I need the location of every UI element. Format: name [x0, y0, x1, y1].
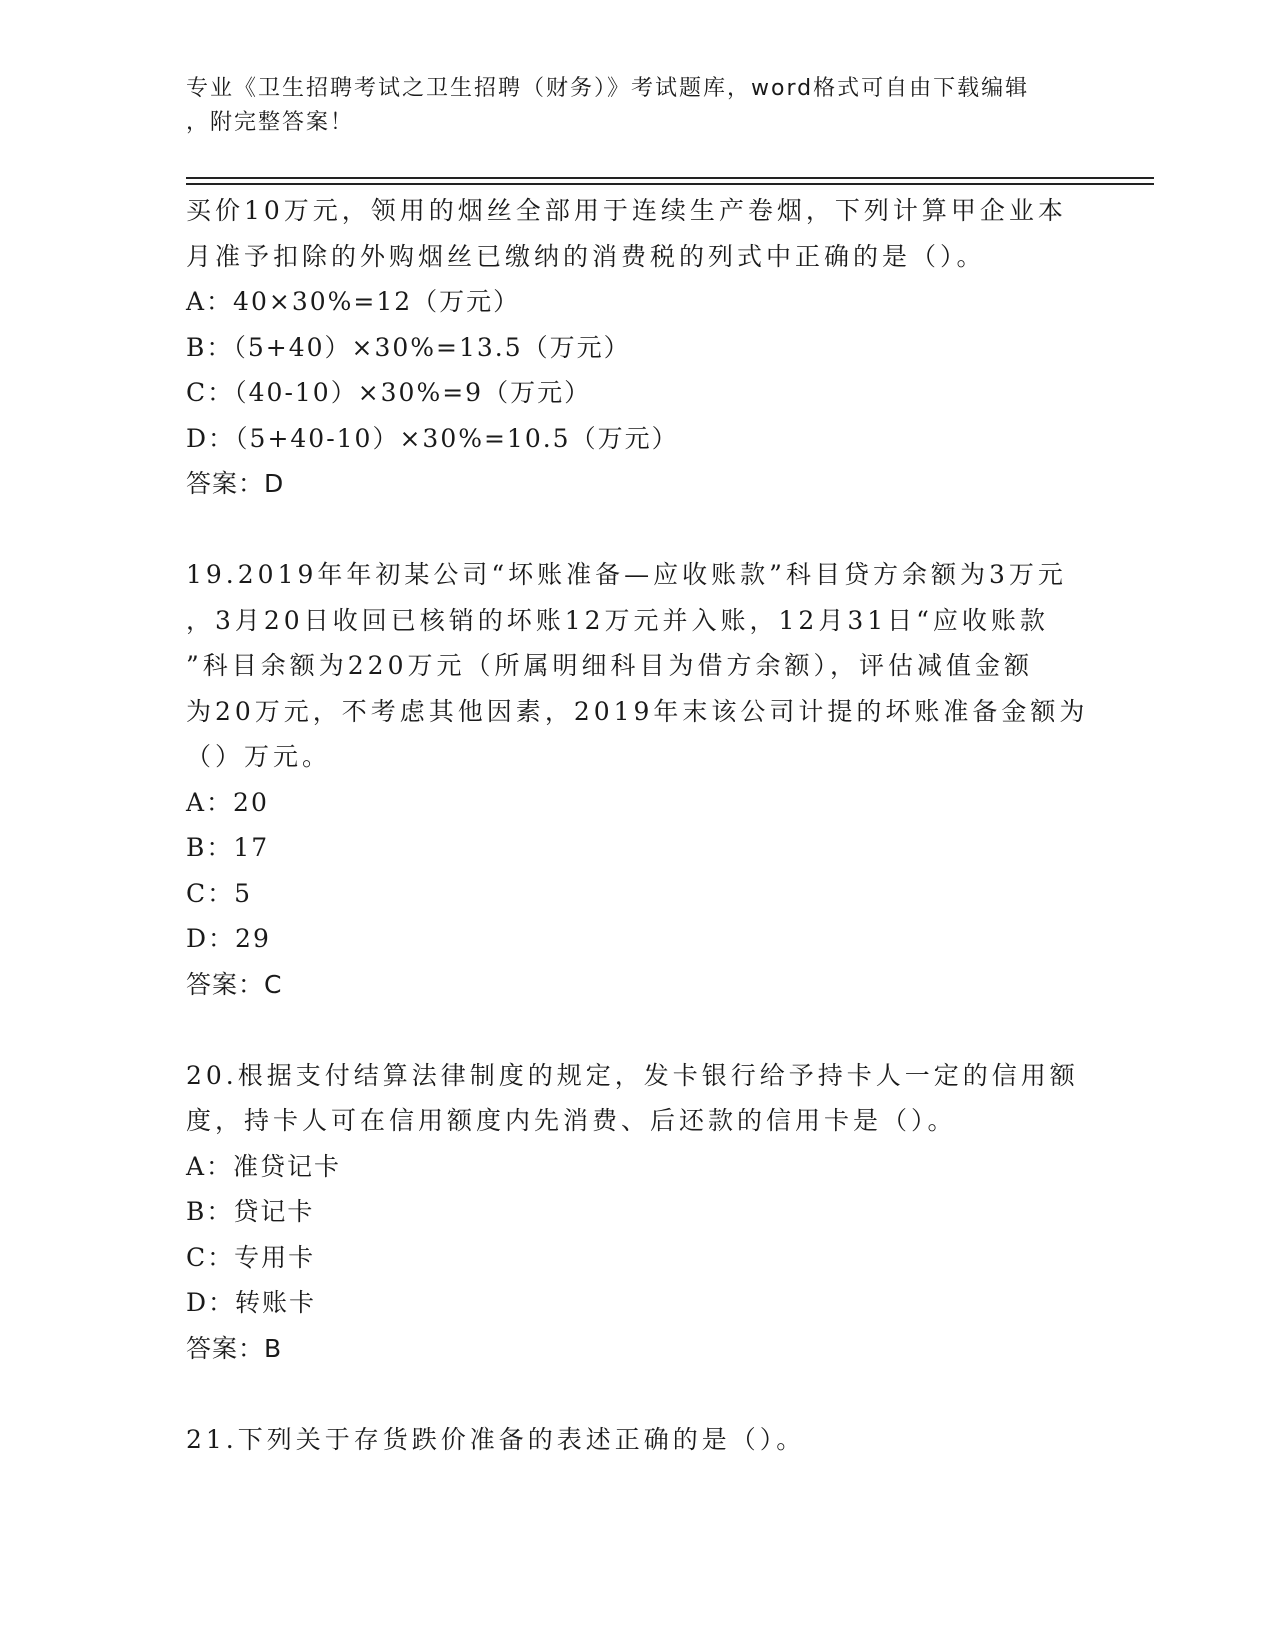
question-18	[186, 188, 1086, 507]
option-c: C：专用卡	[186, 1242, 316, 1272]
question-stem-line: ”科目余额为220万元（所属明细科目为借方余额），评估减值金额	[186, 651, 1034, 680]
option-d: D：转账卡	[186, 1288, 317, 1317]
answer: 答案：B	[186, 1333, 283, 1363]
question-stem-line: 月准予扣除的外购烟丝已缴纳的消费税的列式中正确的是（）。	[186, 241, 986, 271]
question-stem-line: 21.下列关于存货跌价准备的表述正确的是（）。	[186, 1424, 806, 1454]
question-stem-line: （）万元。	[186, 742, 332, 771]
question-19	[186, 552, 1089, 1007]
question-20	[186, 1053, 1086, 1372]
question-list	[186, 188, 1089, 1462]
question-stem-line: 为20万元，不考虑其他因素，2019年末该公司计提的坏账准备金额为	[186, 696, 1089, 726]
option-c: C：（40-10）×30%=9（万元）	[186, 378, 592, 407]
spacer	[186, 507, 1086, 553]
option-a: A：40×30%=12（万元）	[186, 287, 521, 316]
option-a: A：准贷记卡	[186, 1151, 342, 1181]
option-a: A：20	[186, 787, 269, 817]
question-stem-line: 19.2019年年初某公司“坏账准备—应收账款”科目贷方余额为3万元	[186, 560, 1067, 589]
option-d: D：29	[186, 924, 271, 953]
answer: 答案：C	[186, 969, 283, 999]
question-stem-line: 20.根据支付结算法律制度的规定，发卡银行给予持卡人一定的信用额	[186, 1060, 1079, 1090]
question-stem-line: 买价10万元，领用的烟丝全部用于连续生产卷烟，下列计算甲企业本	[186, 196, 1067, 225]
spacer	[186, 1007, 1086, 1053]
option-b: B：17	[186, 833, 270, 862]
header-line-1: 专业《卫生招聘考试之卫生招聘（财务）》考试题库，word格式可自由下载编辑	[186, 76, 1030, 101]
question-stem-line: ，3月20日收回已核销的坏账12万元并入账，12月31日“应收账款	[186, 605, 1049, 635]
spacer	[186, 1371, 1086, 1417]
option-b: B：贷记卡	[186, 1197, 315, 1226]
question-stem-line: 度，持卡人可在信用额度内先消费、后还款的信用卡是（）。	[186, 1106, 957, 1135]
question-21	[186, 1417, 1086, 1463]
document-header	[186, 72, 1086, 140]
header-divider-bottom	[186, 183, 1154, 185]
option-b: B：（5+40）×30%=13.5（万元）	[186, 332, 631, 362]
option-c: C：5	[186, 878, 253, 908]
answer: 答案：D	[186, 469, 285, 498]
option-d: D：（5+40-10）×30%=10.5（万元）	[186, 423, 679, 453]
header-line-2: ，附完整答案！	[186, 110, 355, 135]
header-divider-top	[186, 177, 1154, 179]
